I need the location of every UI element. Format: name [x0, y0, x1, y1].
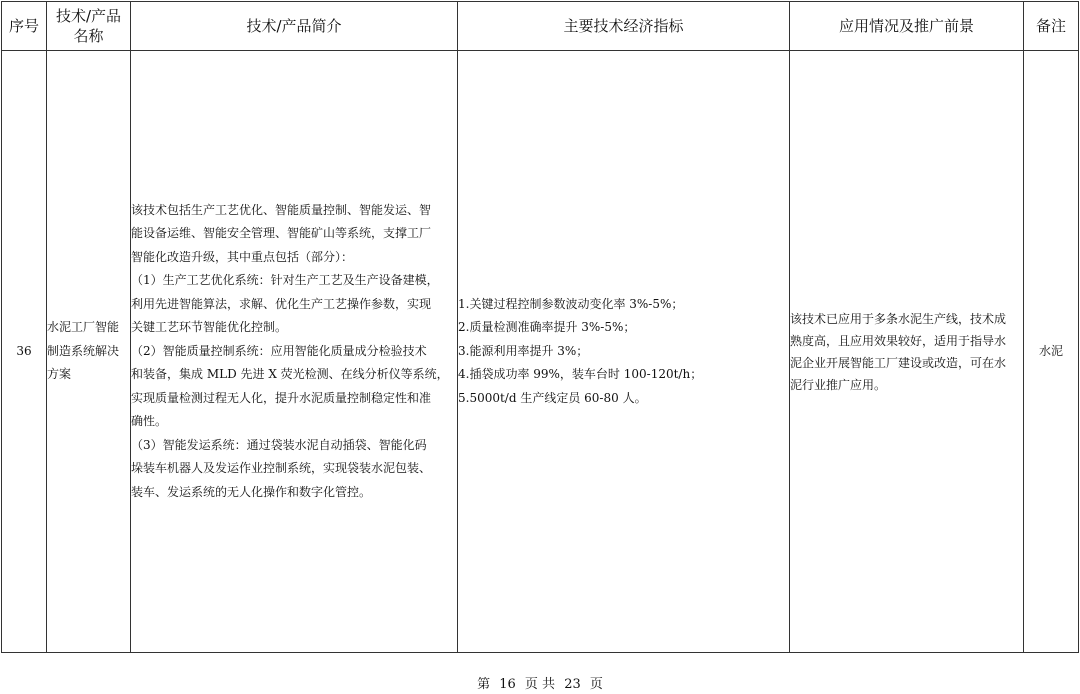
cell-application [790, 51, 1024, 653]
header-note: 备注 [1024, 2, 1079, 51]
footer-total-pages: 23 [564, 677, 581, 692]
header-application: 应用情况及推广前景 [790, 2, 1024, 51]
intro-line: 装车、发运系统的无人化操作和数字化管控。 [131, 484, 372, 499]
header-name [47, 2, 131, 51]
application-line: 泥企业开展智能工厂建设或改造，可在水 [790, 355, 1007, 370]
metric-line: 2.质量检测准确率提升 3%-5%； [458, 320, 636, 335]
footer-mid: 页 共 [524, 677, 556, 692]
table-row [2, 51, 1079, 653]
intro-line: 利用先进智能算法，求解、优化生产工艺操作参数，实现 [131, 296, 432, 311]
intro-line: （1）生产工艺优化系统：针对生产工艺及生产设备建模， [131, 273, 439, 288]
header-metrics: 主要技术经济指标 [458, 2, 790, 51]
header-intro: 技术/产品简介 [131, 2, 458, 51]
intro-line: （3）智能发运系统：通过袋装水泥自动插袋、智能化码 [131, 437, 427, 452]
table-header-row [2, 2, 1079, 51]
footer-prefix: 第 [477, 677, 491, 692]
header-no: 序号 [2, 2, 47, 51]
intro-line: 和装备，集成 MLD 先进 X 荧光检测、在线分析仪等系统， [131, 367, 449, 382]
cell-name-line: 方案 [47, 367, 72, 382]
metric-line: 4.插袋成功率 99%，装车台时 100-120t/h； [458, 367, 703, 382]
intro-line: 实现质量检测过程无人化，提升水泥质量控制稳定性和准 [131, 390, 432, 405]
cell-metrics [458, 51, 790, 653]
application-line: 该技术已应用于多条水泥生产线，技术成 [790, 311, 1007, 326]
intro-line: 该技术包括生产工艺优化、智能质量控制、智能发运、智 [131, 202, 432, 217]
intro-line: 确性。 [131, 414, 168, 429]
application-line: 熟度高，且应用效果较好，适用于指导水 [790, 333, 1007, 348]
footer-page-number: 16 [499, 677, 516, 692]
page-footer [0, 676, 1080, 694]
cell-intro [131, 51, 458, 653]
cell-no: 36 [2, 51, 47, 653]
cell-name [47, 51, 131, 653]
metric-line: 5.5000t/d 生产线定员 60-80 人。 [458, 390, 647, 405]
cell-note: 水泥 [1024, 51, 1079, 653]
application-line: 泥行业推广应用。 [790, 377, 887, 392]
intro-line: 关键工艺环节智能优化控制。 [131, 320, 288, 335]
header-name-line: 名称 [73, 27, 104, 45]
intro-line: 垛装车机器人及发运作业控制系统，实现袋装水泥包装、 [131, 461, 432, 476]
cell-name-line: 制造系统解决 [47, 343, 120, 358]
product-table [1, 1, 1079, 653]
metric-line: 3.能源利用率提升 3%； [458, 343, 589, 358]
intro-line: 能设备运维、智能安全管理、智能矿山等系统，支撑工厂 [131, 226, 432, 241]
intro-line: 智能化改造升级，其中重点包括（部分）： [131, 249, 354, 264]
footer-suffix: 页 [589, 677, 603, 692]
header-name-line: 技术/产品 [55, 7, 122, 25]
metric-line: 1.关键过程控制参数波动变化率 3%-5%； [458, 296, 684, 311]
cell-name-line: 水泥工厂智能 [47, 320, 120, 335]
intro-line: （2）智能质量控制系统：应用智能化质量成分检验技术 [131, 343, 427, 358]
